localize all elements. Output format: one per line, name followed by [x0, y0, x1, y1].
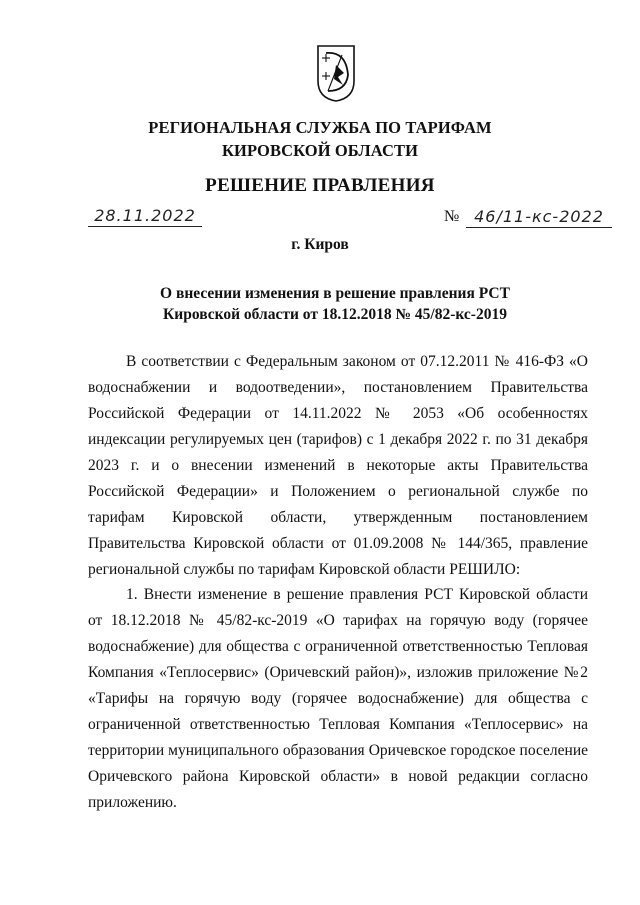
organization-name-line2: КИРОВСКОЙ ОБЛАСТИ: [221, 141, 419, 160]
document-date: 28.11.2022: [88, 206, 202, 227]
organization-name-line1: РЕГИОНАЛЬНАЯ СЛУЖБА ПО ТАРИФАМ: [148, 118, 492, 137]
number-sign: №: [444, 208, 460, 225]
document-type-title: РЕШЕНИЕ ПРАВЛЕНИЯ: [205, 175, 435, 196]
preamble-paragraph: [88, 349, 588, 583]
document-number: 46/11-кс-2022: [466, 207, 612, 228]
preamble-text: В соответствии с Федеральным законом от 07.12.2011 № 416-ФЗ «О водоснабжении и водоотведении», постановлением Правительства Российской Федерации от 14.11.2022 № 2053 «Об особенностях индексации регулируемых цен (тарифов) с 1 декабря 2022 г. по 31 декабря 2023 г. и о внесении изменений в некоторые акты Правительства Российской Федерации» и Положением о региональной службе по тарифам Кировской области, утвержденным постановлением Правительства Кировской области от 01.09.2008 № 144/365, правление региональной службы по тарифам Кировской области РЕШИЛО:: [88, 353, 588, 578]
decision-item-1: [88, 582, 588, 816]
decision-item-1-text: 1. Внести изменение в решение правления РСТ Кировской области от 18.12.2018 № 45/82-кс-2019 «О тарифах на горячую воду (горячее водоснабжение) для общества с ограниченной ответственностью Тепловая Компания «Теплосервис» (Оричевский район)», изложив приложение №2 «Тарифы на горячую воду (горячее водоснабжение) для общества с ограниченной ответственностью Тепловая Компания «Теплосервис» на территории муниципального образования Оричевское городское поселение Оричевского района Кировской области» в новой редакции согласно приложению.: [88, 586, 588, 811]
document-subject: О внесении изменения в решение правления РСТ Кировской области от 18.12.2018 № 45/82-кс-2019: [160, 285, 510, 323]
coat-of-arms-icon: [316, 43, 356, 103]
document-city: г. Киров: [291, 236, 349, 253]
